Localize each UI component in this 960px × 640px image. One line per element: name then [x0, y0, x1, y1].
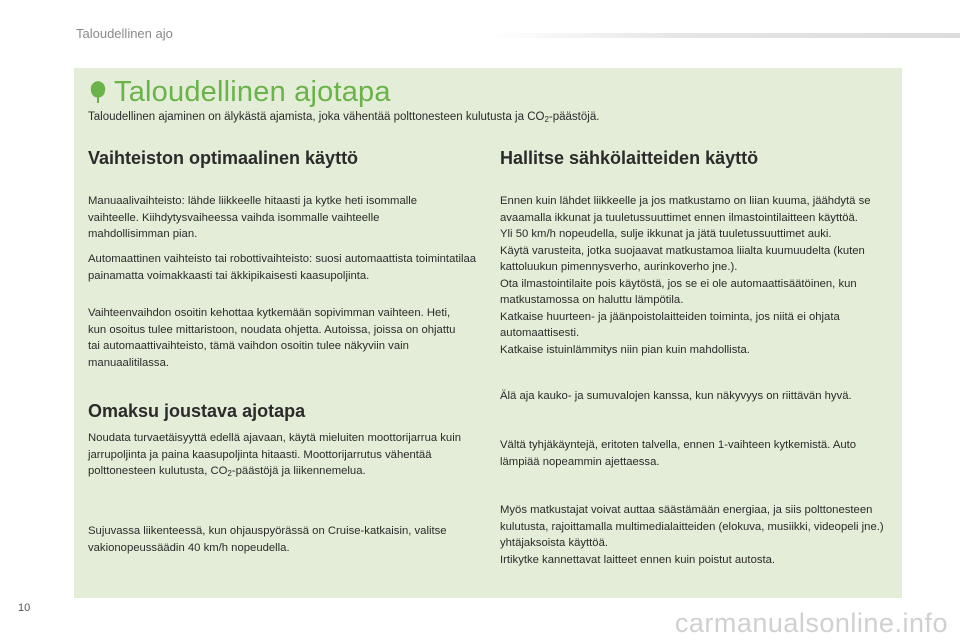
paragraph-engine-braking	[88, 430, 483, 483]
paragraph-gear-indicator: Vaihteenvaihdon osoitin kehottaa kytkemään sopivimman vaihteen. Heti, kun osoitus tulee mittaristoon, noudata ohjetta. Autoissa, joissa on ohjattu tai automaattivaihteisto, tämä vaihdon osoitin tulee näkyviin vain manuaalitilassa.	[88, 307, 456, 369]
page-number: 10	[18, 602, 31, 614]
advice-line: Ennen kuin lähdet liikkeelle ja jos matkustamo on liian kuuma, jäähdytä se avaamalla ikkunat ja tuuletussuuttimet ennen ilmastointilaitteen käyttöä.	[500, 195, 871, 224]
text-part: Noudata turvaetäisyyttä edellä ajavaan, käytä mieluiten moottorijarrua kuin jarrupoljinta ja paina kaasupoljinta hitaasti. Moottorijarrutus vähentää polttonesteen kulutusta, CO	[88, 432, 462, 477]
paragraph-automatic-gearbox: Automaattinen vaihteisto tai robottivaihteisto: suosi automaattista toimintatilaa painamatta voimakkaasti tai äkkipikaisesti kaasupoljinta.	[88, 253, 477, 282]
header-rule	[490, 33, 960, 38]
advice-line: Myös matkustajat voivat auttaa säästämään energiaa, ja siis polttonesteen kulutusta, rajoittamalla multimedialaitteiden (elokuva, musiikki, videopeli jne.) yhtäjaksoista käyttöä.	[500, 504, 884, 549]
intro-text-part: -päästöjä.	[548, 111, 600, 123]
page-title: Taloudellinen ajotapa	[114, 76, 391, 108]
paragraph-idling: Vältä tyhjäkäyntejä, eritoten talvella, ennen 1-vaihteen kytkemistä. Auto lämpiää nopeammin ajettaessa.	[500, 439, 857, 468]
text-part: -päästöjä ja liikennemelua.	[231, 465, 366, 477]
paragraph-headlights: Älä aja kauko- ja sumuvalojen kanssa, kun näkyvyys on riittävän hyvä.	[500, 390, 852, 402]
heading-gearbox: Vaihteiston optimaalinen käyttö	[88, 148, 359, 168]
paragraph-manual-gearbox: Manuaalivaihteisto: lähde liikkeelle hitaasti ja kytke heti isommalle vaihteelle. Kiihdytysvaiheessa vaihda isommalle vaihteelle mahdollisimman pian.	[88, 195, 418, 240]
advice-line: Ota ilmastointilaite pois käytöstä, jos se ei ole automaattisäätöinen, kun matkustamossa on haluttu lämpötila.	[500, 277, 857, 306]
advice-line: Käytä varusteita, jotka suojaavat matkustamoa liialta kuumuudelta (kuten kattoluukun pimennysverho, aurinkoverho jne.).	[500, 244, 865, 273]
advice-line: Yli 50 km/h nopeudella, sulje ikkunat ja jätä tuuletussuuttimet auki.	[500, 228, 832, 240]
advice-line: Irtikytke kannettavat laitteet ennen kuin poistut autosta.	[500, 553, 776, 566]
advice-line: Katkaise istuinlämmitys niin pian kuin mahdollista.	[500, 343, 750, 356]
heading-flexible-driving: Omaksu joustava ajotapa	[88, 401, 306, 421]
electrical-advice-block	[500, 193, 895, 358]
advice-line: Katkaise huurteen- ja jäänpoistolaitteiden toiminta, jos niitä ei ohjata automaattisesti.	[500, 310, 840, 339]
section-header-title: Taloudellinen ajo	[76, 26, 173, 41]
heading-electrical-equipment: Hallitse sähkölaitteiden käyttö	[500, 148, 759, 168]
watermark: carmanualsonline.info	[674, 608, 948, 638]
intro-text	[88, 111, 878, 124]
co2-subscript: 2	[227, 469, 232, 478]
intro-text-part: Taloudellinen ajaminen on älykästä ajamista, joka vähentää polttonesteen kulutusta ja CO	[88, 111, 545, 123]
leaf-tree-icon	[88, 80, 108, 104]
passenger-advice-block	[500, 502, 885, 568]
paragraph-cruise-control: Sujuvassa liikenteessä, kun ohjauspyörässä on Cruise-katkaisin, valitse vakionopeussäädin 40 km/h nopeudella.	[88, 525, 447, 554]
intro-subscript: 2	[544, 115, 549, 124]
